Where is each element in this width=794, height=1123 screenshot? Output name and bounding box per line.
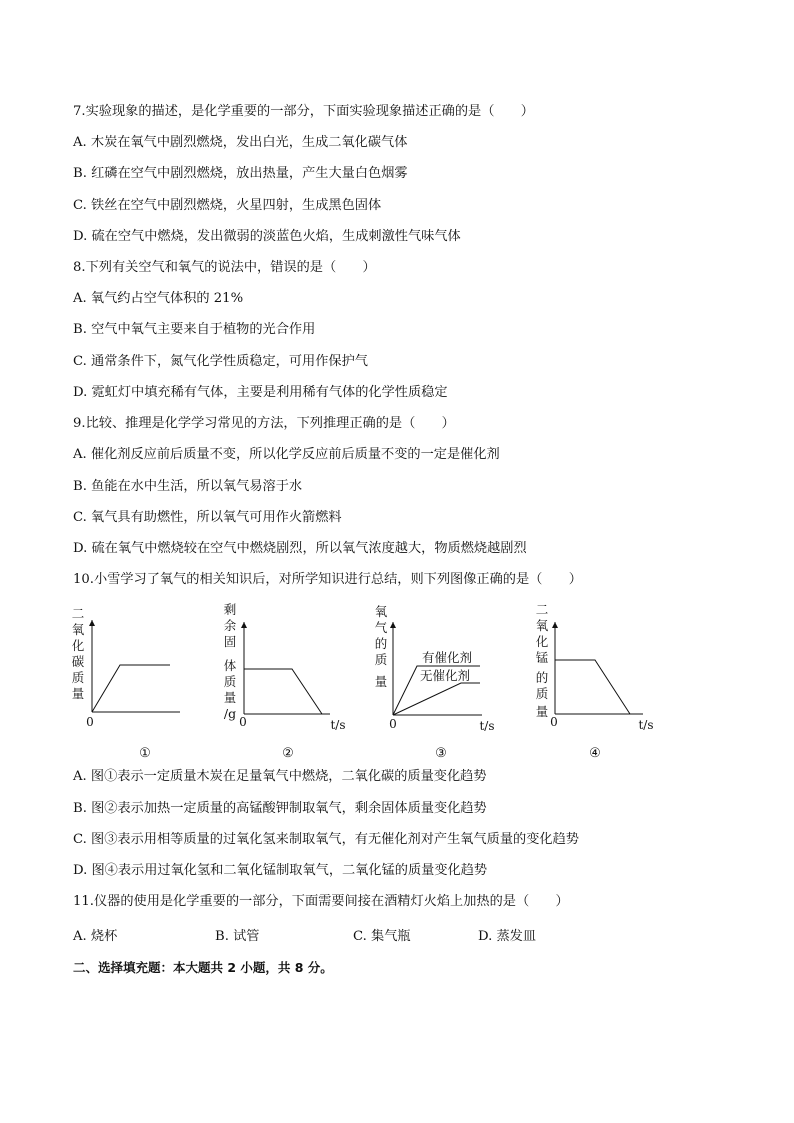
- figure-1-caption: ①: [139, 746, 151, 761]
- question-10-option-a[interactable]: A. 图①表示一定质量木炭在足量氧气中燃烧，二氧化碳的质量变化趋势: [73, 769, 487, 784]
- svg-text:量: 量: [374, 674, 388, 689]
- section-heading: 二、选择填充题：本大题共 2 小题，共 8 分。: [73, 960, 333, 975]
- figure-4-x-label: t/s: [638, 718, 654, 732]
- svg-text:气: 气: [374, 620, 388, 635]
- svg-text:化: 化: [535, 634, 549, 649]
- figure-3-origin: 0: [389, 717, 397, 731]
- svg-text:量: 量: [535, 704, 549, 719]
- figure-2-caption: ②: [282, 746, 294, 761]
- question-10-figures: [60, 602, 680, 764]
- figure-3-caption: ③: [435, 746, 447, 761]
- question-7-option-a[interactable]: A. 木炭在氧气中剧烈燃烧，发出白光，生成二氧化碳气体: [73, 135, 408, 150]
- figure-2-y-label: [224, 602, 237, 721]
- figure-3-y-label: [375, 604, 388, 689]
- svg-text:质: 质: [535, 686, 549, 701]
- question-11-option-d[interactable]: D. 蒸发皿: [478, 929, 537, 944]
- question-10-option-d[interactable]: D. 图④表示用过氧化氢和二氧化锰制取氧气，二氧化锰的质量变化趋势: [73, 863, 488, 878]
- svg-text:/g: /g: [223, 706, 237, 721]
- figure-1-curve: [92, 665, 170, 712]
- figure-1: [72, 606, 180, 761]
- question-8-option-b[interactable]: B. 空气中氧气主要来自于植物的光合作用: [73, 322, 316, 337]
- svg-text:量: 量: [223, 690, 237, 705]
- svg-text:化: 化: [71, 638, 85, 653]
- question-7-option-b[interactable]: B. 红磷在空气中剧烈燃烧，放出热量，产生大量白色烟雾: [73, 166, 408, 181]
- figure-2-curve: [244, 669, 322, 714]
- svg-text:剩: 剩: [223, 602, 237, 617]
- question-9-option-c[interactable]: C. 氧气具有助燃性，所以氧气可用作火箭燃料: [73, 510, 342, 525]
- svg-text:的: 的: [535, 670, 549, 685]
- question-8-option-d[interactable]: D. 霓虹灯中填充稀有气体，主要是利用稀有气体的化学性质稳定: [73, 385, 448, 400]
- figure-2-origin: 0: [239, 715, 247, 729]
- question-8-option-a[interactable]: A. 氧气约占空气体积的 21%: [73, 291, 244, 306]
- svg-text:的: 的: [374, 636, 388, 651]
- svg-text:氧: 氧: [71, 622, 85, 637]
- question-10-option-c[interactable]: C. 图③表示用相等质量的过氧化氢来制取氧气，有无催化剂对产生氧气质量的变化趋势: [73, 832, 579, 847]
- figure-4-curve: [555, 660, 630, 714]
- figure-4-origin: 0: [550, 715, 558, 729]
- figure-2: [224, 602, 346, 761]
- figure-3-series-label-with-catalyst: 有催化剂: [422, 650, 473, 665]
- figure-3: [375, 604, 495, 761]
- svg-text:氧: 氧: [535, 618, 549, 633]
- svg-text:氧: 氧: [374, 604, 388, 619]
- figure-4-caption: ④: [589, 746, 601, 761]
- figure-3-x-label: t/s: [479, 719, 495, 733]
- question-11-option-c[interactable]: C. 集气瓶: [353, 929, 411, 944]
- question-7-stem: 7.实验现象的描述，是化学重要的一部分，下面实验现象描述正确的是（ ）: [73, 104, 534, 119]
- svg-text:质: 质: [223, 674, 237, 689]
- figure-4-y-label: [536, 602, 549, 719]
- question-11-option-a[interactable]: A. 烧杯: [73, 929, 118, 944]
- svg-text:锰: 锰: [535, 650, 549, 665]
- svg-text:体: 体: [223, 658, 237, 673]
- svg-text:固: 固: [223, 634, 237, 649]
- question-10-stem: 10.小雪学习了氧气的相关知识后，对所学知识进行总结，则下列图像正确的是（ ）: [73, 572, 582, 587]
- svg-text:二: 二: [535, 602, 549, 617]
- question-8-option-c[interactable]: C. 通常条件下，氮气化学性质稳定，可用作保护气: [73, 354, 368, 369]
- svg-text:量: 量: [71, 686, 85, 701]
- figure-2-x-label: t/s: [330, 718, 346, 732]
- figure-3-series-label-without-catalyst: 无催化剂: [420, 668, 471, 683]
- svg-text:碳: 碳: [71, 654, 85, 669]
- question-9-option-d[interactable]: D. 硫在氧气中燃烧较在空气中燃烧剧烈，所以氧气浓度越大，物质燃烧越剧烈: [73, 541, 527, 556]
- question-10-option-b[interactable]: B. 图②表示加热一定质量的高锰酸钾制取氧气，剩余固体质量变化趋势: [73, 801, 487, 816]
- question-11-option-b[interactable]: B. 试管: [215, 929, 260, 944]
- question-9-option-a[interactable]: A. 催化剂反应前后质量不变，所以化学反应前后质量不变的一定是催化剂: [73, 447, 500, 462]
- svg-text:余: 余: [223, 618, 237, 633]
- question-7-option-c[interactable]: C. 铁丝在空气中剧烈燃烧，火星四射，生成黑色固体: [73, 198, 382, 213]
- svg-text:质: 质: [374, 652, 388, 667]
- svg-text:质: 质: [71, 670, 85, 685]
- question-9-stem: 9.比较、推理是化学学习常见的方法，下列推理正确的是（ ）: [73, 416, 455, 431]
- figure-1-origin: 0: [86, 715, 94, 729]
- question-8-stem: 8.下列有关空气和氧气的说法中，错误的是（ ）: [73, 260, 376, 275]
- question-9-option-b[interactable]: B. 鱼能在水中生活，所以氧气易溶于水: [73, 479, 303, 494]
- question-11-options: [73, 925, 713, 943]
- figure-4: [536, 602, 654, 761]
- svg-text:二: 二: [71, 606, 85, 621]
- question-7-option-d[interactable]: D. 硫在空气中燃烧，发出微弱的淡蓝色火焰，生成刺激性气味气体: [73, 229, 461, 244]
- figure-1-y-label: [72, 606, 85, 701]
- question-11-stem: 11.仪器的使用是化学重要的一部分，下面需要间接在酒精灯火焰上加热的是（ ）: [73, 894, 569, 909]
